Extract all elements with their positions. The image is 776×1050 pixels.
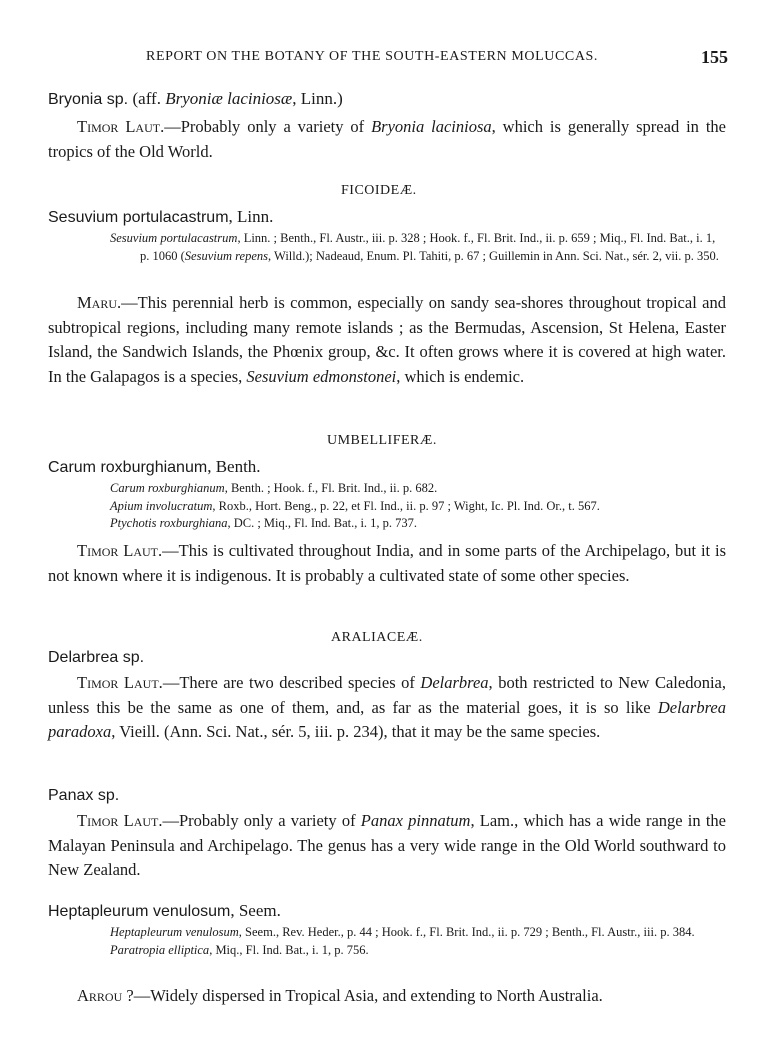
heptapleurum-paragraph: Arrou ?—Widely dispersed in Tropical Asia, and extending to North Australia. (77, 986, 603, 1005)
family-heading-umbelliferae: UMBELLIFERÆ. (327, 433, 437, 448)
locality-label: Timor Laut. (77, 673, 163, 692)
heptapleurum-synonymy: Heptapleurum venulosum, Seem., Rev. Heder., p. 44 ; Hook. f., Fl. Brit. Ind., ii. p. 729 ; Benth., Fl. Austr., iii. p. 384. Paratropia elliptica, Miq., Fl. Ind. Bat., i. 1, p. 756. (110, 925, 695, 957)
sesuvium-synonymy: Sesuvium portulacastrum, Linn. ; Benth., Fl. Austr., iii. p. 328 ; Hook. f., Fl. Brit. Ind., ii. p. 659 ; Miq., Fl. Ind. Bat., i. 1, p. 1060 (Sesuvium repens, Willd.); Nadeaud, Enum. Pl. Tahiti, p. 67 ; Guillemin in Ann. Sci. Nat., sér. 2, vii. p. 350. (110, 231, 719, 263)
species-name: Carum roxburghianum (48, 459, 208, 476)
panax-heading (48, 785, 726, 807)
page-number: 155 (701, 47, 728, 67)
carum-paragraph: Timor Laut.—This is cultivated throughout India, and in some parts of the Archipelago, but it is not known where it is indigenous. It is probably a cultivated state of some other species. (48, 541, 726, 585)
locality-label: Timor Laut. (77, 541, 163, 560)
carum-synonymy: Carum roxburghianum, Benth. ; Hook. f., Fl. Brit. Ind., ii. p. 682. Apium involucratum, Roxb., Hort. Beng., p. 22, et Fl. Ind., ii. p. 97 ; Wight, Ic. Pl. Ind. Or., t. 567. Ptychotis roxburghiana, DC. ; Miq., Fl. Ind. Bat., i. 1, p. 737. (110, 481, 600, 530)
locality-label: Maru. (77, 293, 122, 312)
species-name: Bryonia sp. (48, 91, 129, 108)
species-name: Delarbrea sp. (48, 649, 145, 666)
family-heading-ficoideae: FICOIDEÆ. (341, 183, 417, 198)
heptapleurum-heading: Heptapleurum venulosum, Seem. (48, 901, 281, 920)
running-title: REPORT ON THE BOTANY OF THE SOUTH-EASTERN MOLUCCAS. (146, 49, 599, 64)
bryonia-paragraph: Timor Laut.—Probably only a variety of Bryonia laciniosa, which is generally spread in the tropics of the Old World. (48, 117, 727, 161)
panax-paragraph: Timor Laut.—Probably only a variety of Panax pinnatum, Lam., which has a wide range in the Malayan Peninsula and Archipelago. The genus has a very wide range in the Old World southward to New Zealand. (48, 811, 726, 879)
sesuvium-paragraph: Maru.—This perennial herb is common, especially on sandy sea-shores throughout tropical and subtropical regions, including many remote islands ; as the Bermudas, Ascension, St Helena, Easter Island, the Sandwich Islands, the Phœnix group, &c. It often grows where it is covered at high water. In the Galapagos is a species, Sesuvium edmonstonei, which is endemic. (48, 293, 726, 386)
locality-label: Arrou ? (77, 986, 134, 1005)
delarbrea-heading (48, 647, 726, 669)
sesuvium-heading: Sesuvium portulacastrum, Linn. (48, 207, 274, 226)
running-header (48, 49, 728, 71)
locality-label: Timor Laut. (77, 117, 165, 136)
family-heading-araliaceae: ARALIACEÆ. (331, 630, 423, 645)
species-name: Panax sp. (48, 787, 120, 804)
carum-heading: Carum roxburghianum, Benth. (48, 457, 261, 476)
locality-label: Timor Laut. (77, 811, 163, 830)
species-name: Heptapleurum venulosum (48, 903, 231, 920)
delarbrea-paragraph: Timor Laut.—There are two described species of Delarbrea, both restricted to New Caledonia, unless this be the same as one of them, and, as far as the material goes, it is so like Delarbrea paradoxa, Vieill. (Ann. Sci. Nat., sér. 5, iii. p. 234), that it may be the same species. (48, 673, 726, 741)
species-name: Sesuvium portulacastrum (48, 209, 229, 226)
bryonia-heading: Bryonia sp. (aff. Bryoniæ laciniosæ, Linn.) (48, 89, 343, 108)
